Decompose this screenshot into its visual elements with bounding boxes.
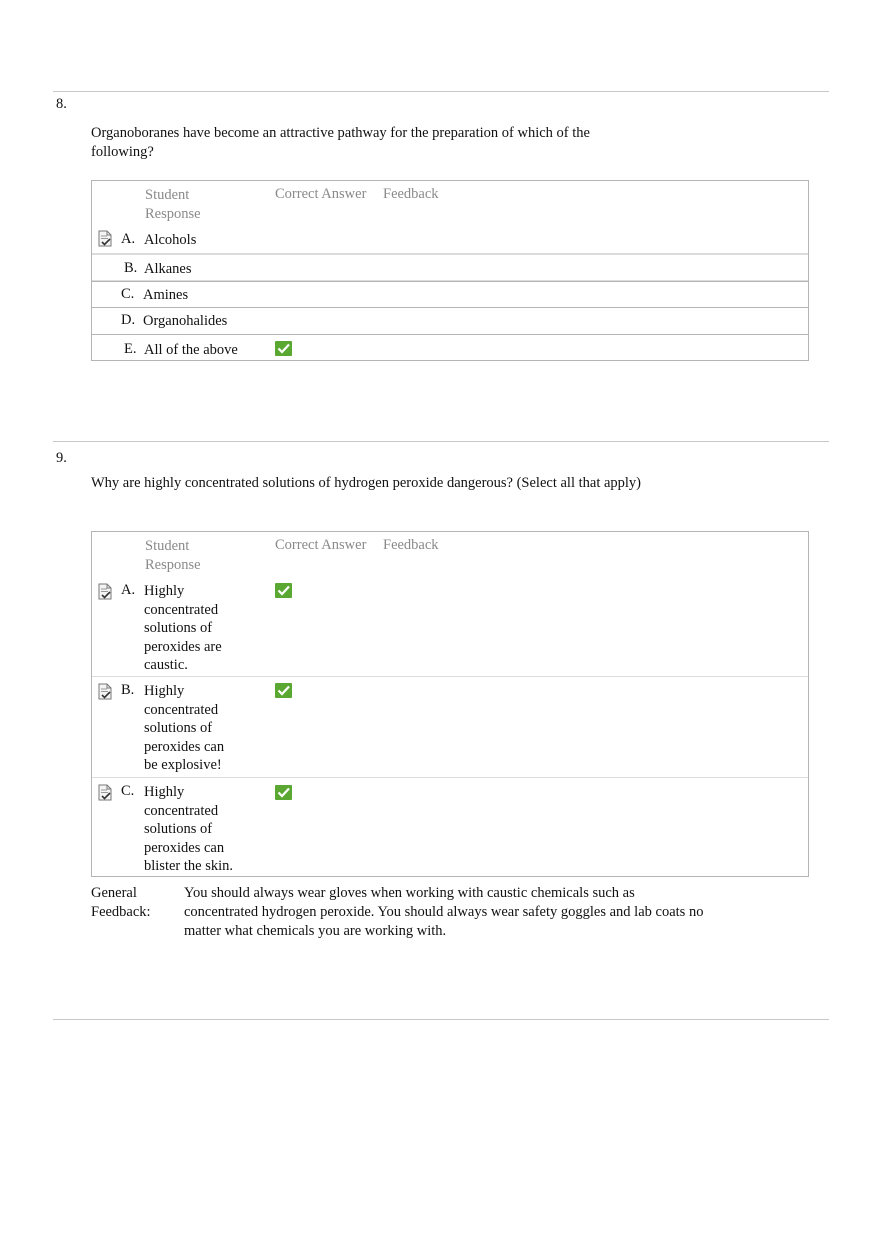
header-student-response: Student Response bbox=[145, 187, 201, 222]
option-text: All of the above bbox=[144, 342, 238, 358]
option-letter: C. bbox=[121, 286, 135, 302]
correct-check-icon bbox=[275, 583, 292, 598]
question-number: 9. bbox=[56, 450, 67, 466]
question-prompt: Organoboranes have become an attractive pathway for the preparation of which of the following? bbox=[91, 125, 590, 160]
option-letter: B. bbox=[124, 260, 138, 276]
option-letter: D. bbox=[121, 312, 136, 328]
table-header bbox=[92, 532, 808, 580]
general-feedback-text: You should always wear gloves when working with caustic chemicals such as concentrated hydrogen peroxide. You should always wear safety goggles and lab coats no matter what chemicals you are working with. bbox=[184, 885, 704, 939]
answer-row bbox=[92, 580, 808, 677]
student-response-icon bbox=[97, 583, 113, 600]
option-text: Organohalides bbox=[143, 313, 228, 329]
student-response-icon bbox=[97, 784, 113, 801]
answer-table bbox=[91, 531, 809, 877]
option-text: Alcohols bbox=[144, 232, 197, 248]
student-response-icon bbox=[97, 230, 113, 247]
answer-row bbox=[92, 231, 808, 254]
answer-row bbox=[92, 254, 808, 281]
option-text: Highly concentrated solutions of peroxides can blister the skin. bbox=[144, 784, 234, 874]
question-prompt: Why are highly concentrated solutions of hydrogen peroxide dangerous? (Select all that apply) bbox=[91, 475, 642, 491]
answer-table bbox=[91, 180, 809, 361]
correct-check-icon bbox=[275, 683, 292, 698]
option-text: Amines bbox=[143, 287, 189, 303]
table-header bbox=[92, 181, 808, 231]
header-correct-answer: Correct Answer bbox=[275, 537, 367, 553]
general-feedback-label: General Feedback: bbox=[91, 885, 151, 920]
option-text: Highly concentrated solutions of peroxides can be explosive! bbox=[144, 683, 225, 773]
option-letter: E. bbox=[124, 341, 137, 357]
question-number: 8. bbox=[56, 96, 67, 112]
header-student-response: Student Response bbox=[145, 538, 201, 573]
header-correct-answer: Correct Answer bbox=[275, 186, 367, 202]
student-response-icon bbox=[97, 683, 113, 700]
option-letter: C. bbox=[121, 783, 135, 799]
answer-row bbox=[92, 778, 808, 876]
divider-bottom bbox=[53, 1019, 829, 1020]
correct-check-icon bbox=[275, 341, 292, 356]
divider-top bbox=[53, 91, 829, 92]
divider-middle bbox=[53, 441, 829, 442]
header-feedback: Feedback bbox=[383, 537, 439, 553]
answer-row bbox=[92, 308, 808, 335]
correct-check-icon bbox=[275, 785, 292, 800]
option-text: Highly concentrated solutions of peroxides are caustic. bbox=[144, 583, 222, 673]
option-letter: B. bbox=[121, 682, 135, 698]
answer-row bbox=[92, 335, 808, 362]
option-text: Alkanes bbox=[144, 261, 192, 277]
option-letter: A. bbox=[121, 231, 136, 247]
answer-row bbox=[92, 281, 808, 308]
header-feedback: Feedback bbox=[383, 186, 439, 202]
option-letter: A. bbox=[121, 582, 136, 598]
answer-row bbox=[92, 677, 808, 778]
